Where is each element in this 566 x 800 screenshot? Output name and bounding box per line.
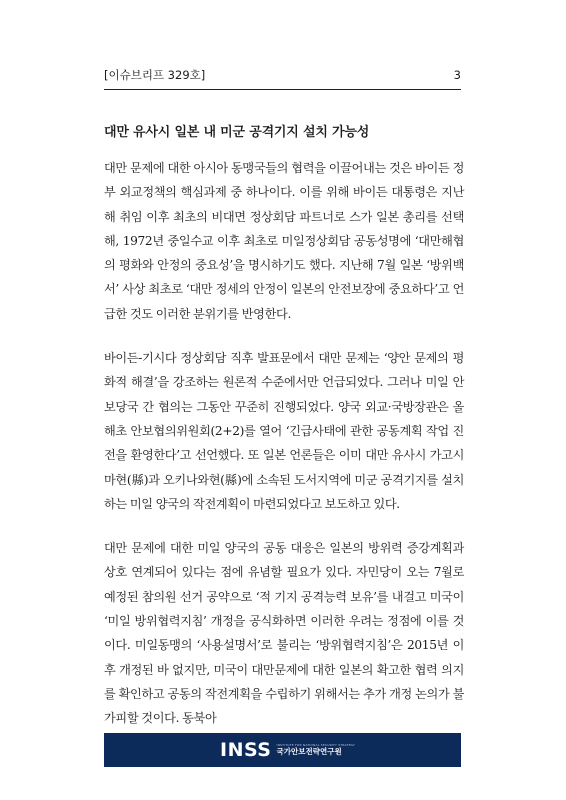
article-body — [104, 156, 464, 751]
paragraph-2: 바이든-기시다 정상회담 직후 발표문에서 대만 문제는 ‘양안 문제의 평화적 해결’을 강조하는 원론적 수준에서만 언급되었다. 그러나 미일 안보당국 간 협의는 그동안 꾸준히 진행되었다. 양국 외교·국방장관은 올해초 안보협의위원회(2+2)를 열어 ‘긴급사태에 관한 공동계획 작업 진전을 환영한다’고 선언했다. 또 일본 언론들은 이미 대만 유사시 가고시마현(縣)과 오키나와현(縣)에 소속된 도서지역에 미군 공격기지를 설치하는 미일 양국의 작전계획이 마련되었다고 보도하고 있다. — [104, 351, 464, 511]
page-number: 3 — [453, 68, 461, 82]
logo-subtitle — [277, 743, 356, 757]
header-divider — [104, 89, 461, 90]
paragraph-1: 대만 문제에 대한 아시아 동맹국들의 협력을 이끌어내는 것은 바이든 정부 외교정책의 핵심과제 중 하나이다. 이를 위해 바이든 대통령은 지난해 취임 이후 최초의 비대면 정상회담 파트너로 스가 일본 총리를 선택해, 1972년 중일수교 이후 최초로 미일정상회담 공동성명에 ‘대만해협의 평화와 안정의 중요성’을 명시하기도 했다. 지난해 7월 일본 ‘방위백서’ 사상 최초로 ‘대만 정세의 안정이 일본의 안전보장에 중요하다’고 언급한 것도 이러한 분위기를 반영한다. — [104, 161, 464, 321]
paragraph-3: 대만 문제에 대한 미일 양국의 공동 대응은 일본의 방위력 증강계획과 상호 연계되어 있다는 점에 유념할 필요가 있다. 자민당이 오는 7월로 예정된 참의원 선거 공약으로 ‘적 기지 공격능력 보유’를 내걸고 미국이 ‘미일 방위협력지침’ 개정을 공식화하면 이러한 우려는 정점에 이를 것이다. 미일동맹의 ‘사용설명서’로 불리는 ‘방위협력지침’은 2015년 이후 개정된 바 없지만, 미국이 대만문제에 대한 일본의 확고한 협력 의지를 확인하고 공동의 작전계획을 수립하기 위해서는 추가 개정 논의가 불가피할 것이다. 동북아 — [104, 541, 464, 726]
page-header — [104, 66, 461, 84]
logo-english-name: INSTITUTE FOR NATIONAL SECURITY STRATEGY — [276, 743, 356, 747]
section-title: 대만 유사시 일본 내 미군 공격기지 설치 가능성 — [104, 125, 370, 140]
issue-label: [이슈브리프 329호] — [104, 68, 206, 82]
logo-korean-name: 국가안보전략연구원 — [276, 747, 342, 756]
footer-banner — [104, 733, 461, 767]
inss-logo — [220, 738, 355, 762]
logo-wordmark: INSS — [220, 739, 272, 761]
